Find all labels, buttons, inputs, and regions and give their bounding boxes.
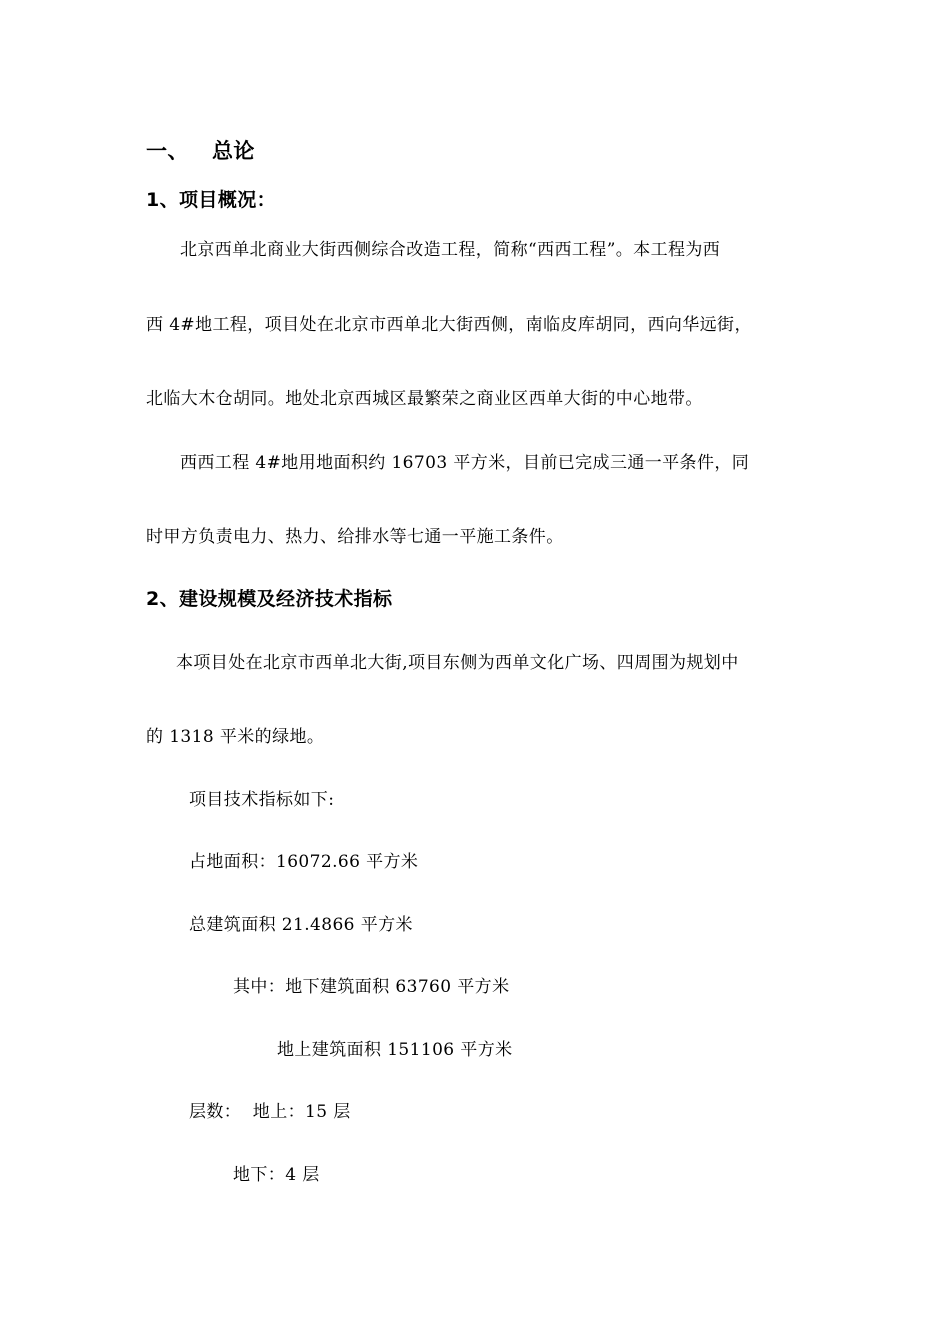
subsection-heading-1: 1、项目概况： bbox=[146, 189, 277, 211]
paragraph-2-line-1: 西西工程 4#地用地面积约 16703 平方米，目前已完成三通一平条件，同 bbox=[180, 453, 750, 473]
indicators-intro: 项目技术指标如下: bbox=[189, 790, 335, 810]
indicator-land-area: 占地面积：16072.66 平方米 bbox=[189, 852, 419, 872]
paragraph-3-line-2: 的 1318 平米的绿地。 bbox=[146, 727, 325, 747]
section-heading-1 bbox=[146, 137, 255, 165]
paragraph-1-line-2: 西 4#地工程，项目处在北京市西单北大街西侧，南临皮库胡同，西向华远街， bbox=[146, 315, 752, 335]
section-title: 总论 bbox=[212, 139, 255, 163]
paragraph-2-line-2: 时甲方负责电力、热力、给排水等七通一平施工条件。 bbox=[146, 527, 564, 547]
indicator-floors-below: 地下：4 层 bbox=[233, 1165, 320, 1185]
indicator-aboveground-area: 地上建筑面积 151106 平方米 bbox=[277, 1040, 513, 1060]
paragraph-3-line-1: 本项目处在北京市西单北大街,项目东侧为西单文化广场、四周围为规划中 bbox=[176, 653, 739, 673]
indicator-total-area: 总建筑面积 21.4866 平方米 bbox=[189, 915, 413, 935]
indicator-floors-above: 层数： 地上：15 层 bbox=[189, 1102, 351, 1122]
subsection-heading-2: 2、建设规模及经济技术指标 bbox=[146, 588, 393, 610]
paragraph-1-line-1: 北京西单北商业大街西侧综合改造工程，简称“西西工程”。本工程为西 bbox=[180, 240, 721, 260]
paragraph-1-line-3: 北临大木仓胡同。地处北京西城区最繁荣之商业区西单大街的中心地带。 bbox=[146, 389, 703, 409]
section-number: 一、 bbox=[146, 139, 189, 163]
indicator-underground-area: 其中：地下建筑面积 63760 平方米 bbox=[233, 977, 510, 997]
